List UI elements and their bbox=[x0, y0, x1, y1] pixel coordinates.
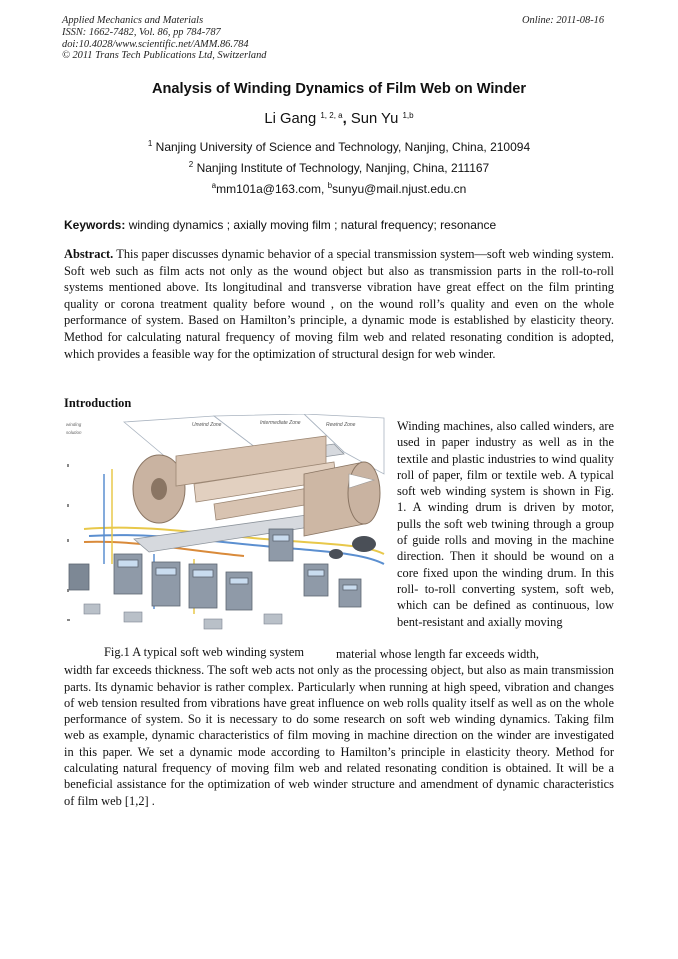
copyright-line: © 2011 Trans Tech Publications Ltd, Switzerland bbox=[62, 50, 267, 62]
figure-winding-system bbox=[64, 414, 388, 642]
introduction-column-text: Winding machines, also called winders, are used in paper industry as well as in the textile and plastic industries to wind quality roll of paper, film or textile web. A typical soft web winding system is shown in Fig. 1. A winding drum is driven by motor, pulls the soft web twining through a group of guide rolls and moving in the machine direction. Then it should be wound on a core fixed upon the winding drum. In this roll- to-roll converting system, soft web, which can be defined as continuous, low bent-resistant and axially moving bbox=[397, 419, 614, 629]
affiliation-1-sup: 1 bbox=[147, 139, 153, 148]
journal-name: Applied Mechanics and Materials bbox=[62, 15, 204, 26]
author-1-sup: 1, 2, a bbox=[320, 111, 343, 120]
paper-title: Analysis of Winding Dynamics of Film Web on Winder bbox=[151, 81, 527, 97]
introduction-full-text bbox=[64, 646, 614, 809]
email-b-sup: b bbox=[327, 181, 333, 190]
abstract-label: Abstract. bbox=[64, 247, 114, 261]
journal-header bbox=[62, 15, 266, 62]
introduction-continuation-first-line: material whose length far exceeds width, bbox=[336, 647, 539, 661]
affiliation-2 bbox=[0, 160, 678, 175]
zone-label-unwind: Unwind Zone bbox=[192, 422, 222, 428]
email-a-sup: a bbox=[211, 181, 217, 190]
keywords-label: Keywords: bbox=[64, 218, 126, 232]
keywords bbox=[64, 218, 496, 232]
side-label-1: winding bbox=[66, 422, 82, 427]
author-separator: , bbox=[342, 111, 347, 127]
affiliation-1-text: Nanjing University of Science and Technology, Nanjing, China, 210094 bbox=[155, 140, 531, 154]
online-date: Online: 2011-08-16 bbox=[522, 15, 605, 26]
issn-line: ISSN: 1662-7482, Vol. 86, pp 784-787 bbox=[62, 26, 221, 38]
abstract bbox=[64, 246, 614, 362]
winding-system-illustration bbox=[64, 414, 388, 642]
introduction-continuation: width far exceeds thickness. The soft web acts not only as the processing object, but also as main transmission parts. Its dynamic behavior is rather complex. Particularly when running at high speed, vibration and changes of web tension resulted from vibrations have great influence on web rolls quality itself as well as on the whole performance of system. So it is necessary to do some research on soft web winding dynamics. Taking film web as example, dynamic characteristics of film moving in machine direction on the winder are investigated in this paper. We set a dynamic mode according to Hamilton’s principle in elasticity theory. Method for calculating natural frequency of moving film web and related resonating condition is obtained. It will be a beneficial assistance for the optimization of web winder structure and amendment of dynamic characteristics of film web [1,2] . bbox=[64, 663, 614, 808]
figure-caption: Fig.1 A typical soft web winding system bbox=[104, 645, 304, 659]
author-2-sup: 1,b bbox=[402, 111, 414, 120]
keywords-text: winding dynamics ; axially moving film ; natural frequency; resonance bbox=[128, 218, 497, 232]
email-b: sunyu@mail.njust.edu.cn bbox=[332, 182, 467, 196]
section-heading-introduction: Introduction bbox=[64, 396, 132, 410]
email-a: mm101a@163.com, bbox=[216, 182, 325, 196]
doi-line: doi:10.4028/www.scientific.net/AMM.86.784 bbox=[62, 38, 249, 50]
zone-label-rewind: Rewind Zone bbox=[326, 422, 356, 428]
author-line bbox=[0, 111, 678, 127]
author-2: Sun Yu bbox=[350, 111, 399, 127]
affiliation-2-sup: 2 bbox=[188, 160, 194, 169]
affiliation-1 bbox=[0, 139, 678, 154]
affiliation-2-text: Nanjing Institute of Technology, Nanjing, China, 211167 bbox=[196, 161, 490, 175]
author-1: Li Gang bbox=[264, 111, 317, 127]
email-line bbox=[0, 181, 678, 196]
side-label-2: solution bbox=[66, 430, 82, 435]
zone-label-intermediate: Intermediate Zone bbox=[260, 420, 301, 426]
abstract-text: This paper discusses dynamic behavior of a special transmission system—soft web winding system. Soft web such as film acts not only as the wound object but also as transmission parts in the roll-to-roll systems mentioned above. Its longitudinal and transverse vibration have great effect on the film printing quality or corona treatment quality before wound , on the wound roll’s quality and even on the whole performance of system. Based on Hamilton’s principle, a dynamic mode is established by elasticity theory. Method for calculating natural frequency of moving film web and related resonating condition is adopted, which provides a feasible way for the optimization of structural design for web winder. bbox=[64, 247, 614, 361]
